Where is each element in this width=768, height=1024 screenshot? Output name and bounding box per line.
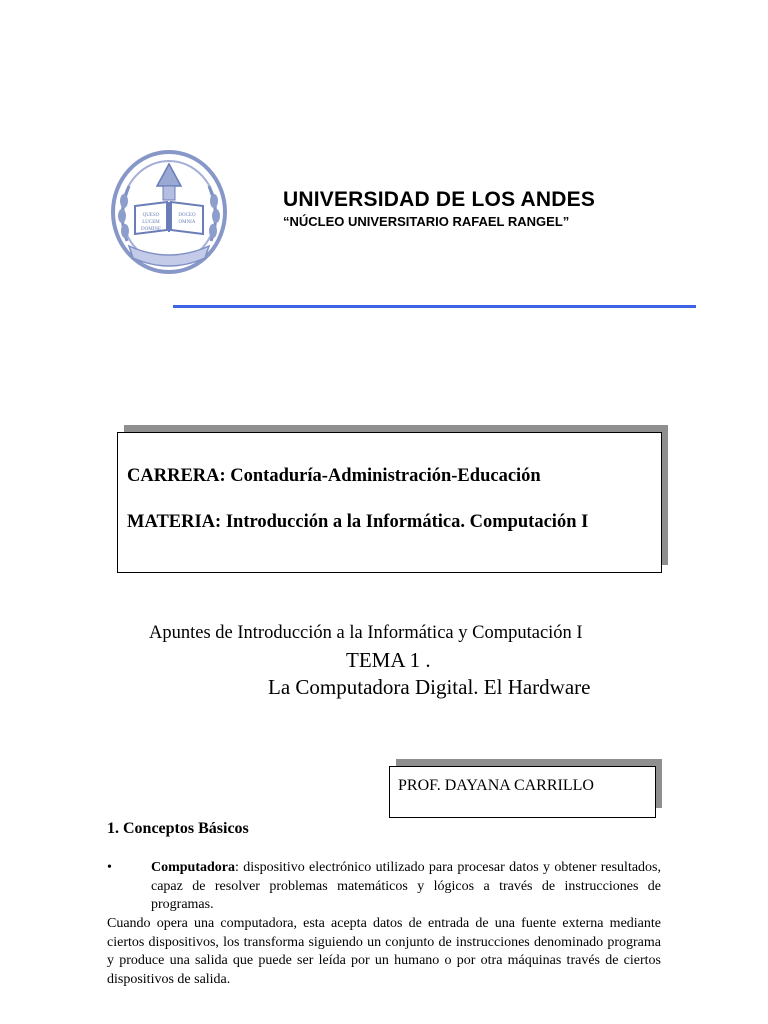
definition-text: : dispositivo electrónico utilizado para procesar datos y obtener resultados, capaz de resolver problemas matemáticos y lógicos a través de instrucciones de programas. [151,860,661,912]
topic-number: TEMA 1 . [346,648,431,672]
university-seal-icon [107,146,231,278]
header-divider [173,305,696,308]
svg-text:DOCEO: DOCEO [178,213,196,218]
university-name: UNIVERSIDAD DE LOS ANDES [283,188,596,211]
svg-text:DOMINE: DOMINE [141,227,161,232]
section-heading: 1. Conceptos Básicos [107,820,249,837]
svg-text:LUCEM: LUCEM [142,220,160,225]
definition-term: Computadora [151,860,236,875]
materia-label: MATERIA: Introducción a la Informática. Computación I [127,512,589,532]
notes-title: Apuntes de Introducción a la Informática y Computación I [149,623,583,643]
course-box [117,432,662,573]
professor-name: PROF. DAYANA CARRILLO [398,777,594,794]
definition-item [151,859,661,915]
svg-text:QUESO: QUESO [142,213,160,218]
svg-text:OMNIA: OMNIA [178,220,196,225]
bullet-marker: • [107,860,112,875]
carrera-label: CARRERA: Contaduría-Administración-Educación [127,466,541,486]
body-paragraph: Cuando opera una computadora, esta acepta datos de entrada de una fuente externa mediante ciertos dispositivos, los transforma siguiendo un conjunto de instrucciones denominado programa y produce una salida que puede ser leída por un humano o por otra máquinas través de ciertos dispositivos de salida. [107,916,661,987]
university-nucleus: “NÚCLEO UNIVERSITARIO RAFAEL RANGEL” [283,214,570,229]
topic-title: La Computadora Digital. El Hardware [268,675,591,699]
